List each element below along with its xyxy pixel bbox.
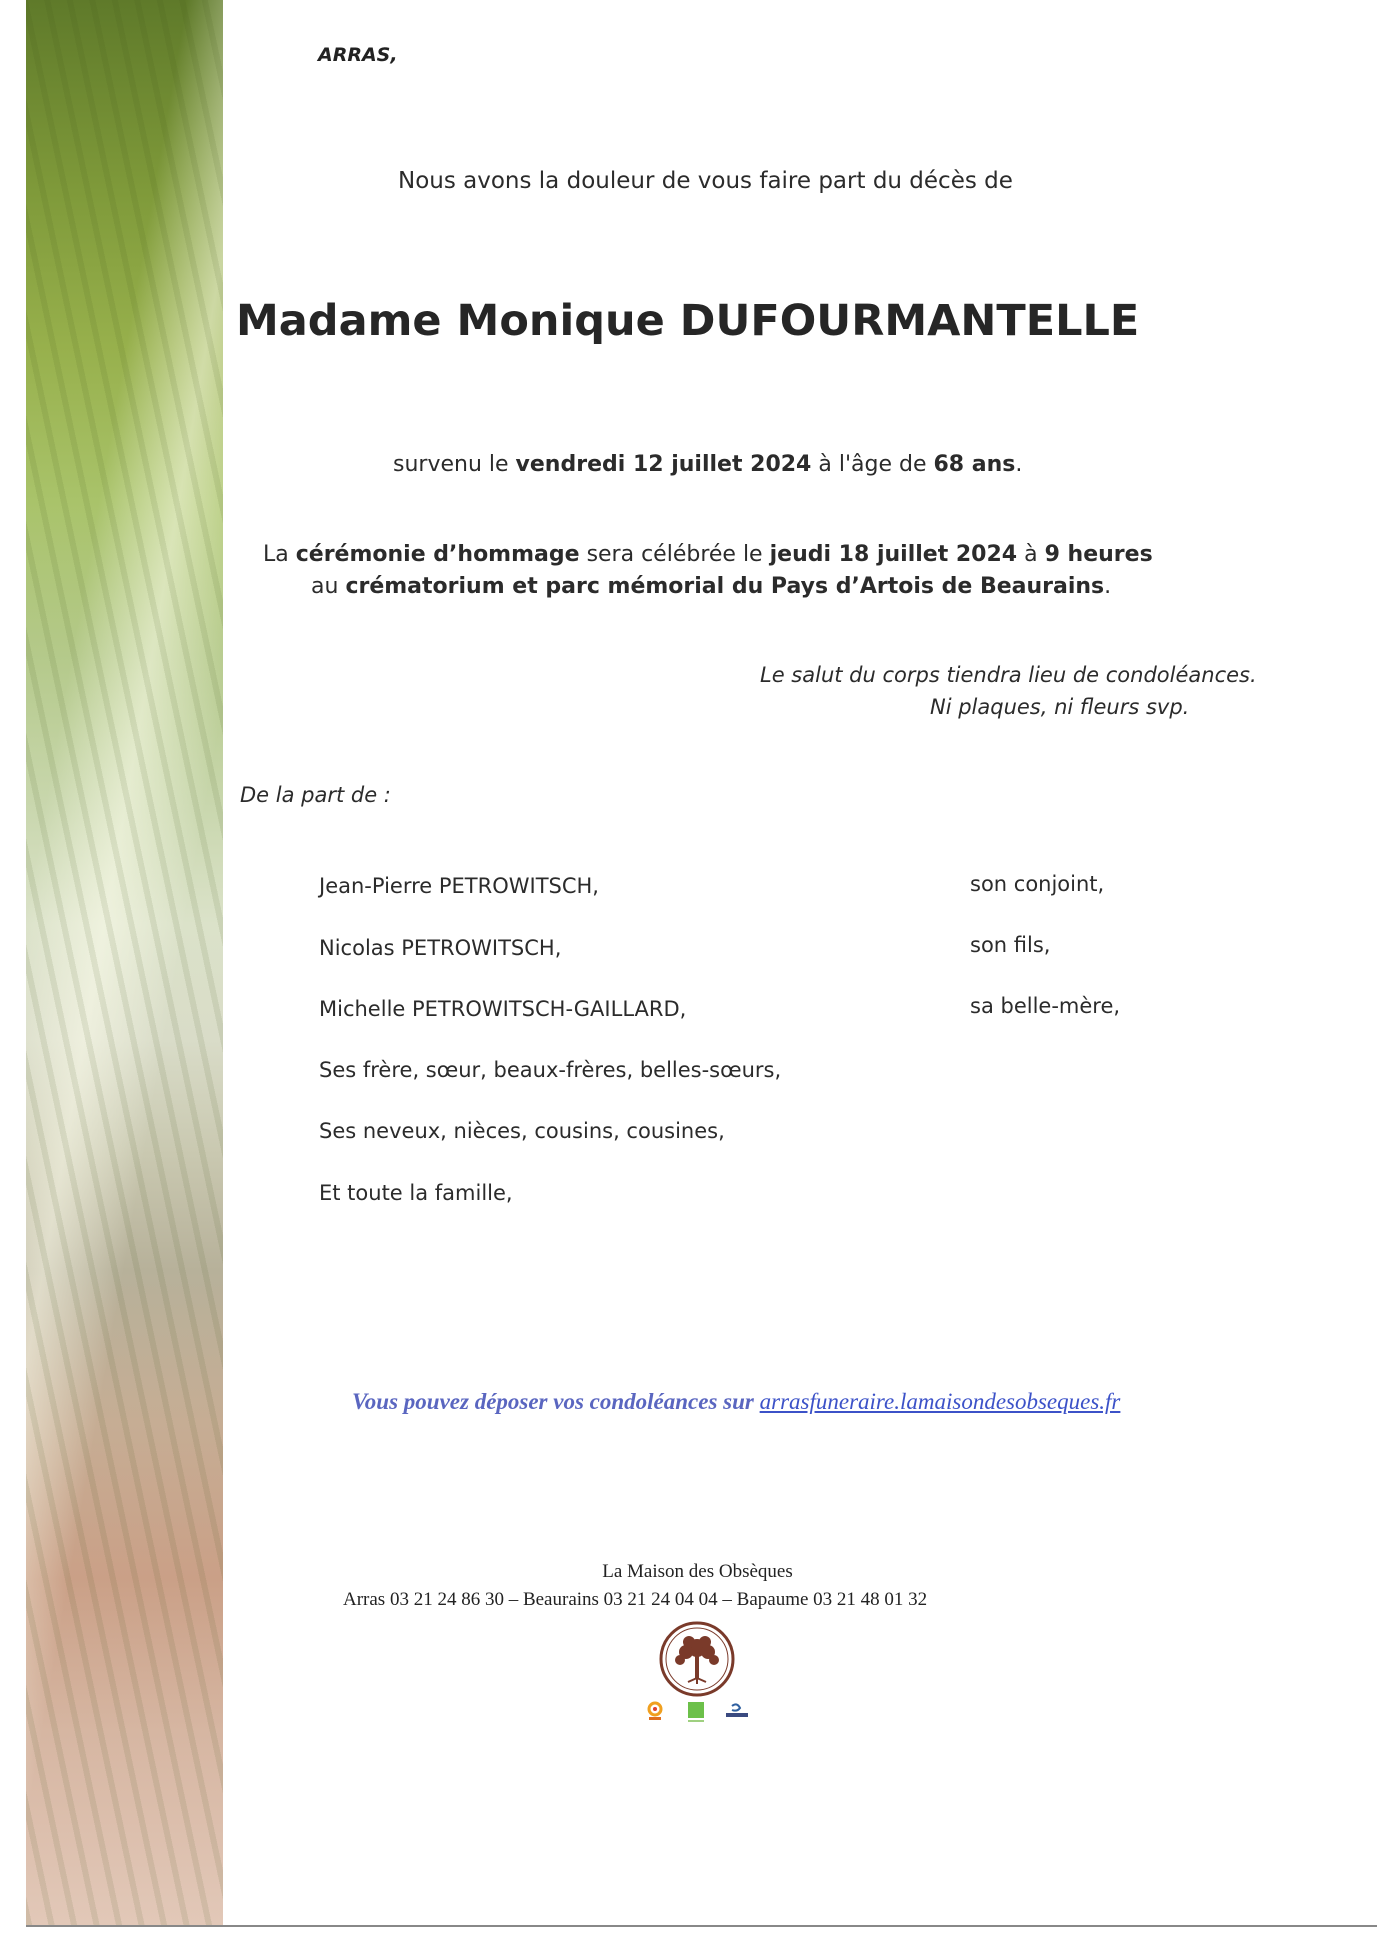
condolences-text: Vous pouvez déposer vos condoléances sur — [352, 1389, 754, 1414]
death-prefix: survenu le — [393, 452, 509, 477]
family-member-name: Michelle PETROWITSCH-GAILLARD, — [319, 997, 687, 1021]
family-member-relation: sa belle-mère, — [970, 994, 1121, 1018]
tree-logo-icon — [658, 1620, 736, 1698]
death-line — [393, 452, 1022, 477]
condolences-line — [352, 1389, 1120, 1415]
partner-logos-icon — [636, 1700, 756, 1724]
funeral-home-phones: Arras 03 21 24 86 30 – Beaurains 03 21 24 04 04 – Bapaume 03 21 48 01 32 — [343, 1589, 928, 1610]
family-heading: De la part de : — [240, 783, 391, 807]
funeral-home-name: La Maison des Obsèques — [602, 1561, 793, 1582]
condolences-link[interactable]: arrasfuneraire.lamaisondesobseques.fr — [759, 1389, 1121, 1414]
family-others: Ses frère, sœur, beaux-frères, belles-sœurs, — [319, 1058, 782, 1082]
family-member-name: Jean-Pierre PETROWITSCH, — [319, 874, 599, 898]
ceremony-au: au — [311, 574, 339, 599]
family-member-relation: son conjoint, — [970, 872, 1105, 896]
city-heading: ARRAS, — [318, 44, 398, 66]
ceremony-line-2 — [311, 574, 1111, 599]
forest-side-image — [26, 0, 223, 1925]
family-member-name: Nicolas PETROWITSCH, — [319, 936, 562, 960]
family-others: Ses neveux, nièces, cousins, cousines, — [319, 1119, 725, 1143]
death-age: 68 ans — [933, 452, 1016, 477]
family-others: Et toute la famille, — [319, 1181, 513, 1205]
ceremony-type: cérémonie d’hommage — [295, 542, 580, 567]
deceased-name: Madame Monique DUFOURMANTELLE — [236, 296, 1140, 346]
ceremony-text: sera célébrée le — [586, 542, 763, 567]
intro-text: Nous avons la douleur de vous faire part du décès de — [398, 168, 1013, 194]
ceremony-la: La — [263, 542, 289, 567]
ceremony-place: crématorium et parc mémorial du Pays d’Artois de Beaurains — [345, 574, 1105, 599]
bottom-rule — [26, 1925, 1377, 1927]
death-middle: à l'âge de — [818, 452, 927, 477]
ceremony-end: . — [1104, 574, 1112, 599]
death-date: vendredi 12 juillet 2024 — [515, 452, 812, 477]
ceremony-a: à — [1024, 542, 1038, 567]
ceremony-time: 9 heures — [1044, 542, 1153, 567]
note-salut: Le salut du corps tiendra lieu de condoléances. — [760, 663, 1257, 687]
note-flowers: Ni plaques, ni fleurs svp. — [930, 695, 1190, 719]
ceremony-line-1 — [263, 542, 1153, 567]
death-suffix: . — [1015, 452, 1023, 477]
family-member-relation: son fils, — [970, 933, 1051, 957]
ceremony-date: jeudi 18 juillet 2024 — [769, 542, 1018, 567]
